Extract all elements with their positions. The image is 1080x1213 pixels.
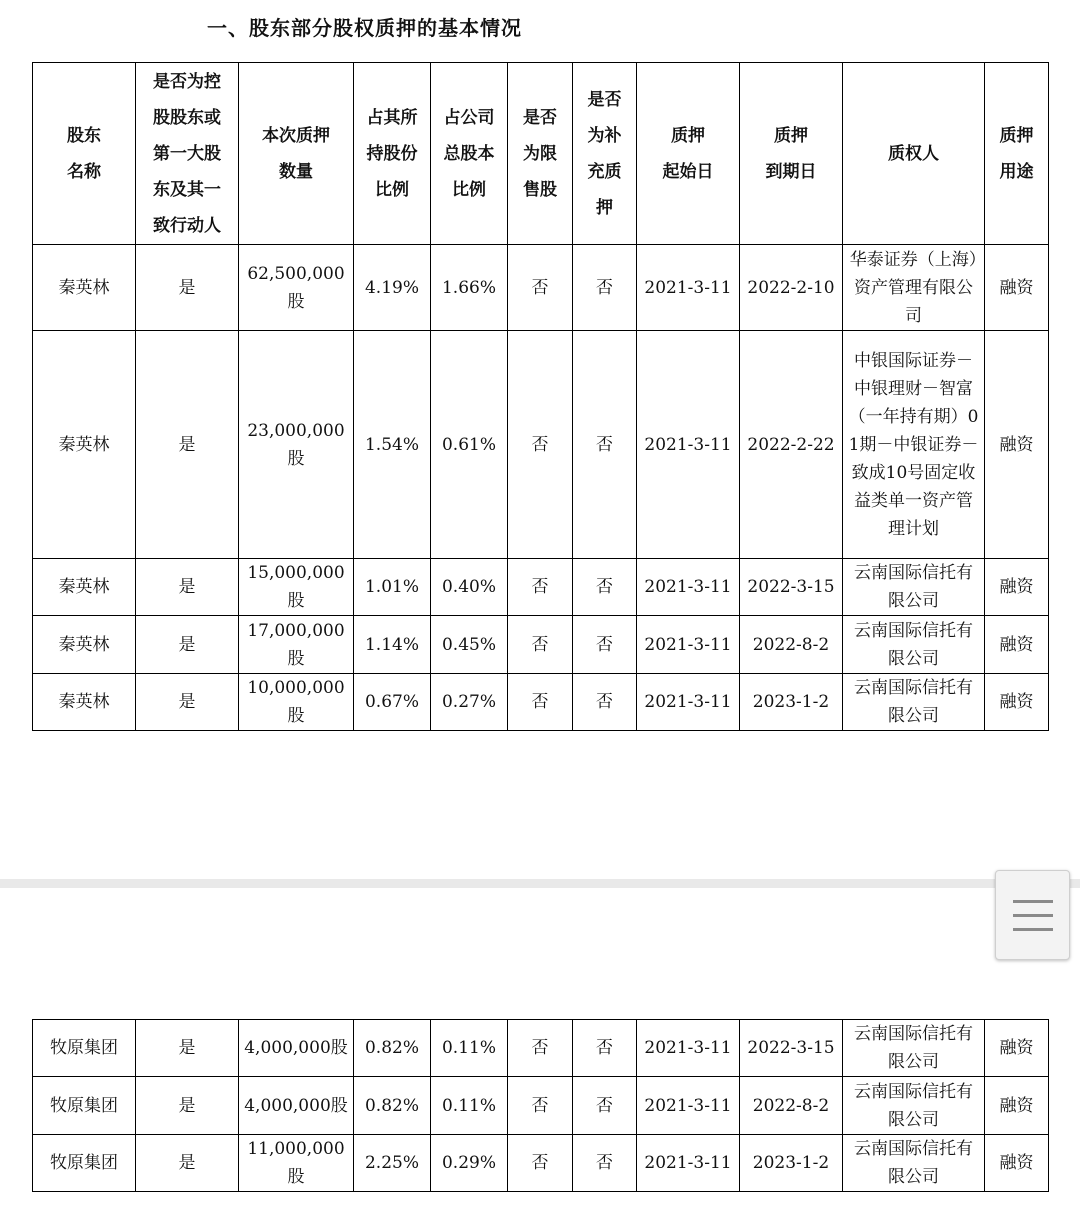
hamburger-menu-icon-bar [1013,928,1053,931]
cell-controlling: 是 [136,331,239,559]
cell-quantity: 15,000,000股 [239,559,354,616]
table-row [33,1077,1049,1135]
cell-name: 牧原集团 [33,1135,136,1192]
cell-pct-holding: 1.01% [354,559,431,616]
cell-supplementary: 否 [573,331,637,559]
cell-purpose: 融资 [985,331,1049,559]
cell-purpose: 融资 [985,245,1049,331]
cell-pct-total: 1.66% [431,245,508,331]
cell-pledgee: 云南国际信托有限公司 [843,559,985,616]
cell-pct-holding: 1.54% [354,331,431,559]
column-header: 占其所 持股份 比例 [354,63,431,245]
cell-controlling: 是 [136,1077,239,1135]
cell-quantity: 23,000,000股 [239,331,354,559]
cell-start: 2021-3-11 [637,674,740,731]
column-header: 占公司 总股本 比例 [431,63,508,245]
cell-restricted: 否 [508,1020,573,1077]
column-header: 质押 用途 [985,63,1049,245]
cell-pct-total: 0.29% [431,1135,508,1192]
column-header: 是否 为限 售股 [508,63,573,245]
cell-quantity: 10,000,000股 [239,674,354,731]
table-row [33,559,1049,616]
cell-restricted: 否 [508,559,573,616]
cell-name: 秦英林 [33,331,136,559]
cell-name: 牧原集团 [33,1077,136,1135]
cell-restricted: 否 [508,245,573,331]
cell-pct-total: 0.11% [431,1077,508,1135]
cell-end: 2022-2-10 [740,245,843,331]
cell-start: 2021-3-11 [637,1020,740,1077]
cell-end: 2022-3-15 [740,559,843,616]
cell-end: 2022-2-22 [740,331,843,559]
table-row [33,245,1049,331]
cell-pct-total: 0.11% [431,1020,508,1077]
cell-name: 牧原集团 [33,1020,136,1077]
cell-quantity: 11,000,000股 [239,1135,354,1192]
cell-pct-holding: 0.82% [354,1020,431,1077]
cell-quantity: 4,000,000股 [239,1020,354,1077]
cell-controlling: 是 [136,1135,239,1192]
cell-pledgee: 云南国际信托有限公司 [843,1077,985,1135]
cell-supplementary: 否 [573,674,637,731]
cell-start: 2021-3-11 [637,559,740,616]
cell-purpose: 融资 [985,559,1049,616]
cell-pct-total: 0.61% [431,331,508,559]
cell-supplementary: 否 [573,616,637,674]
cell-controlling: 是 [136,674,239,731]
cell-pledgee: 云南国际信托有限公司 [843,616,985,674]
cell-name: 秦英林 [33,559,136,616]
table-row [33,616,1049,674]
cell-end: 2022-3-15 [740,1020,843,1077]
cell-end: 2022-8-2 [740,616,843,674]
cell-controlling: 是 [136,1020,239,1077]
pledge-table-bottom [32,1019,1049,1192]
column-header: 是否为控 股股东或 第一大股 东及其一 致行动人 [136,63,239,245]
cell-pct-holding: 2.25% [354,1135,431,1192]
cell-pct-total: 0.45% [431,616,508,674]
cell-end: 2023-1-2 [740,1135,843,1192]
cell-start: 2021-3-11 [637,331,740,559]
cell-supplementary: 否 [573,1020,637,1077]
section-heading: 一、股东部分股权质押的基本情况 [207,16,522,40]
cell-pct-holding: 1.14% [354,616,431,674]
cell-restricted: 否 [508,1135,573,1192]
cell-quantity: 4,000,000股 [239,1077,354,1135]
cell-pledgee: 云南国际信托有限公司 [843,1135,985,1192]
cell-name: 秦英林 [33,245,136,331]
column-header: 质押 到期日 [740,63,843,245]
cell-supplementary: 否 [573,1077,637,1135]
cell-controlling: 是 [136,616,239,674]
cell-restricted: 否 [508,674,573,731]
cell-purpose: 融资 [985,1077,1049,1135]
cell-supplementary: 否 [573,1135,637,1192]
cell-name: 秦英林 [33,674,136,731]
hamburger-menu-icon-bar [1013,914,1053,917]
cell-supplementary: 否 [573,559,637,616]
cell-pledgee: 云南国际信托有限公司 [843,1020,985,1077]
cell-purpose: 融资 [985,616,1049,674]
cell-restricted: 否 [508,331,573,559]
cell-end: 2022-8-2 [740,1077,843,1135]
cell-pct-holding: 0.82% [354,1077,431,1135]
cell-pct-total: 0.40% [431,559,508,616]
cell-pct-holding: 0.67% [354,674,431,731]
cell-quantity: 17,000,000股 [239,616,354,674]
column-header: 是否 为补 充质 押 [573,63,637,245]
cell-restricted: 否 [508,616,573,674]
hamburger-menu-icon [1013,900,1053,903]
cell-supplementary: 否 [573,245,637,331]
column-header: 本次质押 数量 [239,63,354,245]
cell-controlling: 是 [136,245,239,331]
column-header: 质押 起始日 [637,63,740,245]
table-row [33,1135,1049,1192]
cell-pct-total: 0.27% [431,674,508,731]
cell-restricted: 否 [508,1077,573,1135]
table-row [33,674,1049,731]
column-header: 质权人 [843,63,985,245]
table-row [33,331,1049,559]
cell-pledgee: 云南国际信托有限公司 [843,674,985,731]
cell-controlling: 是 [136,559,239,616]
cell-start: 2021-3-11 [637,1135,740,1192]
table-header-row [33,63,1049,245]
column-header: 股东 名称 [33,63,136,245]
cell-pct-holding: 4.19% [354,245,431,331]
page-divider [0,879,1080,888]
cell-pledgee: 中银国际证券－中银理财－智富（一年持有期）01期－中银证券－致成10号固定收益类单一资产管理计划 [843,331,985,559]
cell-start: 2021-3-11 [637,245,740,331]
pledge-table-top [32,62,1049,731]
cell-start: 2021-3-11 [637,616,740,674]
cell-start: 2021-3-11 [637,1077,740,1135]
cell-end: 2023-1-2 [740,674,843,731]
cell-quantity: 62,500,000股 [239,245,354,331]
cell-purpose: 融资 [985,674,1049,731]
cell-name: 秦英林 [33,616,136,674]
cell-purpose: 融资 [985,1135,1049,1192]
cell-purpose: 融资 [985,1020,1049,1077]
cell-pledgee: 华泰证券（上海）资产管理有限公司 [843,245,985,331]
menu-button[interactable] [995,870,1070,960]
table-row [33,1020,1049,1077]
